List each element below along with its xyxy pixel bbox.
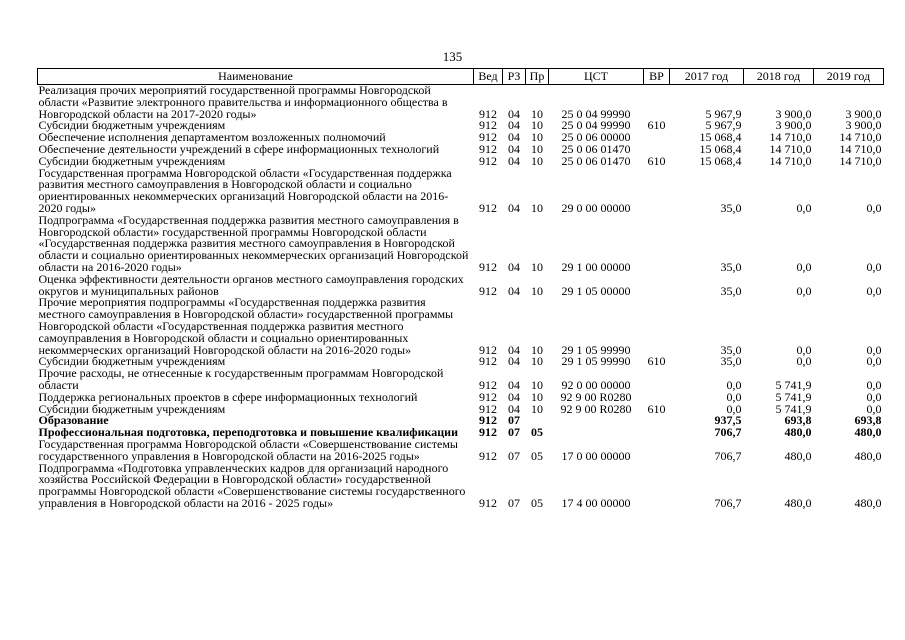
row-vr-cell [644, 368, 670, 392]
row-cst-cell: 25 0 06 00000 [561, 130, 631, 145]
row-name-cell: Реализация прочих мероприятий государственной программы Новгородской области «Развитие электронного правительства и информационного общества в Новгородской области на 2017-2020 годы» [38, 83, 448, 121]
header-2018: 2018 год [744, 69, 814, 85]
row-ved-cell: 912 [479, 118, 497, 133]
table-row [38, 215, 884, 274]
row-2018-cell: 3 900,0 [775, 106, 812, 121]
row-cst-cell: 92 9 00 R0280 [560, 401, 632, 416]
row-pr-cell: 10 [531, 153, 543, 168]
row-2017-cell: 5 967,9 [705, 106, 742, 121]
header-cst: ЦСТ [549, 69, 644, 85]
row-2018-cell: 693,8 [784, 413, 812, 428]
page-number: 135 [442, 49, 463, 64]
row-rz-cell: 04 [508, 130, 520, 145]
row-pr-cell: 05 [531, 495, 543, 510]
row-2017-cell: 0,0 [726, 389, 742, 404]
row-cst-cell: 17 4 00 00000 [561, 495, 631, 510]
row-vr-cell [644, 168, 670, 215]
row-2018-cell: 0,0 [796, 342, 812, 357]
row-2017-cell: 5 967,9 [705, 118, 742, 133]
budget-table [37, 68, 884, 510]
table-row [38, 85, 884, 121]
row-2018-cell: 0,0 [796, 259, 812, 274]
row-pr-cell: 10 [531, 118, 543, 133]
row-cst-cell: 17 0 00 00000 [561, 448, 631, 463]
row-2017-cell: 706,7 [714, 495, 742, 510]
row-2018-cell: 5 741,9 [775, 389, 812, 404]
row-2019-cell: 0,0 [866, 342, 882, 357]
row-2018-cell: 14 710,0 [769, 153, 812, 168]
row-name-cell: Обеспечение деятельности учреждений в сфере информационных технологий [38, 141, 440, 156]
row-2017-cell: 15 068,4 [699, 130, 742, 145]
row-rz-cell: 04 [508, 106, 520, 121]
row-rz-cell: 04 [508, 377, 520, 392]
row-ved-cell: 912 [479, 413, 497, 428]
row-2018-cell: 3 900,0 [775, 118, 812, 133]
row-pr-cell: 10 [531, 377, 543, 392]
row-2019-cell: 14 710,0 [839, 153, 882, 168]
row-2018-cell: 0,0 [796, 354, 812, 369]
row-rz-cell: 04 [508, 200, 520, 215]
row-rz-cell: 07 [508, 413, 520, 428]
row-2017-cell: 35,0 [720, 259, 742, 274]
row-name-cell: Подпрограмма «Подготовка управленческих кадров для организаций народного хозяйства Российской Федерации в Новгородской области» государственной программы Новгородской области «Совершенствование системы государственного управления в Новгородской области на 2016 - 2025 годы» [38, 460, 466, 510]
row-cst-cell: 92 0 00 00000 [561, 377, 631, 392]
row-rz-cell: 07 [508, 448, 520, 463]
table-row [38, 463, 884, 510]
row-cst-cell [549, 415, 644, 427]
row-vr-cell [644, 215, 670, 274]
row-rz-cell: 04 [508, 354, 520, 369]
row-vr-cell [644, 132, 670, 144]
row-2019-cell: 14 710,0 [839, 141, 882, 156]
row-2018-cell: 5 741,9 [775, 401, 812, 416]
row-ved-cell: 912 [479, 377, 497, 392]
header-2017: 2017 год [670, 69, 744, 85]
row-2017-cell: 15 068,4 [699, 153, 742, 168]
table-row [38, 297, 884, 356]
table-body [38, 85, 884, 510]
row-cst-cell: 25 0 04 99990 [561, 106, 631, 121]
row-rz-cell: 04 [508, 283, 520, 298]
row-pr-cell: 10 [531, 200, 543, 215]
row-cst-cell: 29 1 00 00000 [561, 259, 631, 274]
row-2019-cell: 0,0 [866, 389, 882, 404]
row-ved-cell: 912 [479, 401, 497, 416]
row-2019-cell: 0,0 [866, 259, 882, 274]
header-vr: ВР [644, 69, 670, 85]
row-2017-cell: 706,7 [714, 425, 742, 440]
row-2017-cell: 0,0 [726, 401, 742, 416]
row-ved-cell: 912 [479, 153, 497, 168]
row-name-cell: Образование [38, 413, 109, 428]
row-ved-cell: 912 [479, 130, 497, 145]
row-vr-cell: 610 [647, 401, 666, 416]
row-name-cell: Обеспечение исполнения департаментом возложенных полномочий [38, 130, 386, 145]
row-rz-cell: 04 [508, 389, 520, 404]
row-2019-cell: 0,0 [866, 200, 882, 215]
row-ved-cell: 912 [479, 425, 497, 440]
row-2019-cell: 14 710,0 [839, 130, 882, 145]
row-vr-cell [644, 85, 670, 121]
row-vr-cell [644, 415, 670, 427]
row-rz-cell: 04 [508, 401, 520, 416]
row-2019-cell: 0,0 [866, 354, 882, 369]
header-name: Наименование [38, 69, 474, 85]
row-rz-cell: 04 [508, 153, 520, 168]
header-pr: Пр [526, 69, 549, 85]
row-vr-cell: 610 [647, 354, 666, 369]
header-2019: 2019 год [814, 69, 884, 85]
row-ved-cell: 912 [479, 200, 497, 215]
row-name-cell: Оценка эффективности деятельности органов местного самоуправления городских округов и муниципальных районов [38, 271, 464, 298]
row-pr-cell: 05 [531, 425, 543, 440]
row-vr-cell [644, 463, 670, 510]
row-name-cell: Субсидии бюджетным учреждениям [38, 354, 226, 369]
row-2019-cell: 480,0 [854, 448, 882, 463]
row-cst-cell: 29 1 05 99990 [561, 354, 631, 369]
row-2019-cell: 0,0 [866, 377, 882, 392]
row-ved-cell: 912 [479, 106, 497, 121]
row-name-cell: Субсидии бюджетным учреждениям [38, 118, 226, 133]
row-ved-cell: 912 [479, 495, 497, 510]
row-pr-cell: 10 [531, 354, 543, 369]
row-pr-cell: 10 [531, 130, 543, 145]
row-rz-cell: 07 [508, 425, 520, 440]
row-cst-cell: 29 1 05 00000 [561, 283, 631, 298]
row-vr-cell [644, 297, 670, 356]
row-pr-cell: 10 [531, 283, 543, 298]
row-2017-cell: 35,0 [720, 200, 742, 215]
row-pr-cell: 10 [531, 389, 543, 404]
row-vr-cell [644, 274, 670, 298]
row-ved-cell: 912 [479, 259, 497, 274]
row-cst-cell: 29 0 00 00000 [561, 200, 631, 215]
row-vr-cell: 610 [647, 118, 666, 133]
row-2019-cell: 480,0 [854, 425, 882, 440]
row-2017-cell: 937,5 [714, 413, 742, 428]
row-name-cell: Государственная программа Новгородской области «Государственная поддержка развития местного самоуправления в Новгородской области и социально ориентированных некоммерческих организаций Новгородской области на 2016-2020 годы» [38, 165, 452, 215]
row-2019-cell: 693,8 [854, 413, 882, 428]
row-vr-cell [644, 427, 670, 439]
row-2018-cell: 480,0 [784, 425, 812, 440]
row-rz-cell: 04 [508, 259, 520, 274]
row-rz-cell: 07 [508, 495, 520, 510]
row-name-cell: Профессиональная подготовка, переподготовка и повышение квалификации [38, 425, 458, 440]
row-rz-cell: 04 [508, 118, 520, 133]
row-rz-cell: 04 [508, 342, 520, 357]
row-2018-cell: 480,0 [784, 448, 812, 463]
row-rz-cell: 04 [508, 141, 520, 156]
row-ved-cell: 912 [479, 448, 497, 463]
row-2018-cell: 0,0 [796, 200, 812, 215]
row-pr-cell: 10 [531, 401, 543, 416]
table-row [38, 274, 884, 298]
row-pr-cell: 10 [531, 106, 543, 121]
row-pr-cell: 05 [531, 448, 543, 463]
row-2017-cell: 35,0 [720, 283, 742, 298]
table-row [38, 368, 884, 392]
row-name-cell: Субсидии бюджетным учреждениям [38, 153, 226, 168]
row-2018-cell: 14 710,0 [769, 130, 812, 145]
row-cst-cell: 92 9 00 R0280 [560, 389, 632, 404]
row-2018-cell: 0,0 [796, 283, 812, 298]
row-name-cell: Государственная программа Новгородской области «Совершенствование системы государственного управления в Новгородской области на 2016-2025 годы» [38, 436, 458, 463]
row-2018-cell: 480,0 [784, 495, 812, 510]
row-2019-cell: 480,0 [854, 495, 882, 510]
row-name-cell: Прочие мероприятия подпрограммы «Государственная поддержка развития местного самоуправления в Новгородской области» государственной программы Новгородской области «Государственная поддержка развития местного самоуправления в Новгородской области и социально ориентированных некоммерческих организаций Новгородской области на 2016-2020 годы» [38, 295, 454, 357]
row-2017-cell: 15 068,4 [699, 141, 742, 156]
row-2017-cell: 706,7 [714, 448, 742, 463]
header-ved: Вед [474, 69, 503, 85]
row-2017-cell: 0,0 [726, 377, 742, 392]
row-2019-cell: 3 900,0 [845, 118, 882, 133]
row-2017-cell: 35,0 [720, 342, 742, 357]
table-row [38, 439, 884, 463]
row-vr-cell [644, 439, 670, 463]
row-cst-cell [549, 427, 644, 439]
row-ved-cell: 912 [479, 141, 497, 156]
row-2019-cell: 3 900,0 [845, 106, 882, 121]
row-ved-cell: 912 [479, 389, 497, 404]
row-2019-cell: 0,0 [866, 283, 882, 298]
row-cst-cell: 25 0 04 99990 [561, 118, 631, 133]
row-ved-cell: 912 [479, 342, 497, 357]
row-ved-cell: 912 [479, 354, 497, 369]
row-name-cell: Подпрограмма «Государственная поддержка развития местного самоуправления в Новгородской области» государственной программы Новгородской области «Государственная поддержка развития местного самоуправления в Новгородской области и социально ориентированных некоммерческих организаций Новгородской области на 2016-2020 годы» [38, 212, 469, 274]
row-cst-cell: 29 1 05 99990 [561, 342, 631, 357]
row-name-cell: Поддержка региональных проектов в сфере информационных технологий [38, 389, 418, 404]
table-row [38, 168, 884, 215]
row-pr-cell: 10 [531, 141, 543, 156]
row-pr-cell: 10 [531, 259, 543, 274]
row-pr-cell: 10 [531, 342, 543, 357]
row-vr-cell: 610 [647, 153, 666, 168]
row-2017-cell: 35,0 [720, 354, 742, 369]
row-2018-cell: 14 710,0 [769, 141, 812, 156]
header-rz: РЗ [503, 69, 526, 85]
row-2018-cell: 5 741,9 [775, 377, 812, 392]
row-name-cell: Прочие расходы, не отнесенные к государственным программам Новгородской области [38, 366, 444, 392]
table-row [38, 404, 884, 416]
row-cst-cell: 25 0 06 01470 [561, 153, 631, 168]
row-name-cell: Субсидии бюджетным учреждениям [38, 401, 226, 416]
row-2019-cell: 0,0 [866, 401, 882, 416]
row-cst-cell: 25 0 06 01470 [561, 141, 631, 156]
row-ved-cell: 912 [479, 283, 497, 298]
